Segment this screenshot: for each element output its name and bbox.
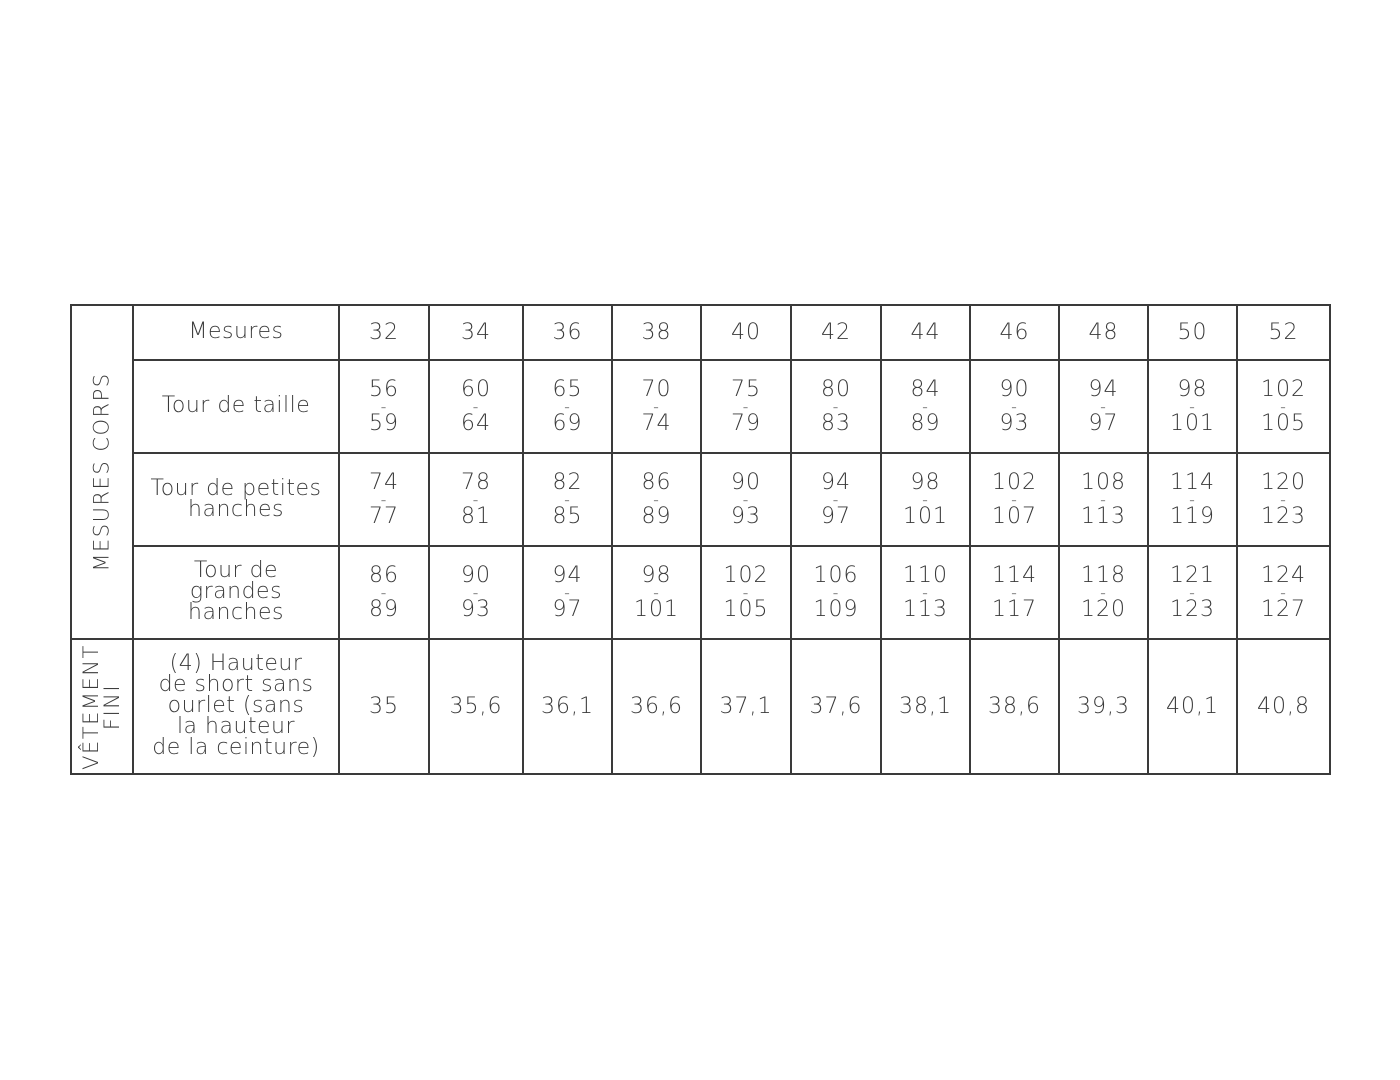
measurement-range-cell <box>612 360 701 453</box>
row-label <box>133 360 339 453</box>
size-header: 38 <box>612 305 701 360</box>
row-label-line: ourlet (sans <box>167 693 305 719</box>
range-max: 123 <box>1261 503 1306 529</box>
range-max: 107 <box>992 503 1037 529</box>
measurement-range-cell <box>339 360 429 453</box>
range-min: 120 <box>1261 469 1306 495</box>
range-max: 113 <box>903 596 948 622</box>
measurement-range-cell <box>791 546 881 639</box>
group-final-label-line: FINI <box>100 683 124 730</box>
range-min: 102 <box>1261 376 1306 402</box>
range-separator: - <box>742 396 750 416</box>
finished-height-cell: 40,8 <box>1237 639 1330 774</box>
range-max: 93 <box>461 596 491 622</box>
range-separator: - <box>742 582 750 602</box>
size-chart-table <box>70 304 1331 775</box>
range-separator: - <box>653 396 660 416</box>
range-max: 93 <box>999 410 1030 436</box>
range-max: 101 <box>1170 410 1215 436</box>
finished-height-cell: 36,6 <box>612 639 701 774</box>
range-max: 97 <box>821 503 851 529</box>
measurement-range-cell <box>339 546 429 639</box>
range-separator: - <box>472 396 480 416</box>
group-body-measurements <box>71 305 133 639</box>
finished-height-cell: 38,6 <box>970 639 1059 774</box>
measurement-range-cell <box>881 546 970 639</box>
group-final-label <box>81 644 123 770</box>
range-separator: - <box>1011 582 1018 602</box>
range-min: 98 <box>1177 376 1208 402</box>
finished-height-cell: 36,1 <box>523 639 612 774</box>
range-max: 85 <box>552 503 583 529</box>
row-label <box>133 546 339 639</box>
size-header: 34 <box>429 305 523 360</box>
range-separator: - <box>380 582 388 602</box>
range-separator: - <box>742 489 750 509</box>
range-max: 105 <box>1261 410 1306 436</box>
range-max: 89 <box>369 596 399 622</box>
range-max: 74 <box>641 410 672 436</box>
range-min: 124 <box>1261 562 1306 588</box>
range-separator: - <box>922 582 929 602</box>
range-separator: - <box>1189 396 1196 416</box>
range-separator: - <box>653 489 660 509</box>
range-max: 64 <box>461 410 491 436</box>
range-min: 110 <box>903 562 948 588</box>
range-min: 75 <box>731 376 761 402</box>
range-max: 81 <box>461 503 491 529</box>
range-max: 89 <box>910 410 941 436</box>
range-separator: - <box>472 489 480 509</box>
range-max: 105 <box>723 596 769 622</box>
measurement-range-cell <box>1059 360 1148 453</box>
range-separator: - <box>922 396 929 416</box>
row-hauteur-short <box>71 639 1330 774</box>
range-max: 109 <box>813 596 859 622</box>
range-min: 90 <box>731 469 761 495</box>
range-max: 69 <box>552 410 583 436</box>
range-min: 102 <box>723 562 769 588</box>
range-max: 113 <box>1081 503 1126 529</box>
measurement-range-cell <box>701 546 791 639</box>
range-min: 118 <box>1081 562 1126 588</box>
row-label-line: la hauteur <box>176 713 296 739</box>
measurement-range-cell <box>612 546 701 639</box>
range-separator: - <box>564 582 571 602</box>
range-max: 101 <box>903 503 948 529</box>
row-label-line: hanches <box>188 599 284 625</box>
range-separator: - <box>922 489 929 509</box>
measurement-range-cell <box>523 546 612 639</box>
range-min: 98 <box>641 562 672 588</box>
measurement-range-cell <box>881 360 970 453</box>
range-min: 78 <box>461 469 491 495</box>
range-separator: - <box>380 489 388 509</box>
range-max: 83 <box>821 410 851 436</box>
range-min: 70 <box>641 376 672 402</box>
size-header: 42 <box>791 305 881 360</box>
range-min: 60 <box>461 376 491 402</box>
row-tour-de-taille <box>71 360 1330 453</box>
range-min: 86 <box>641 469 672 495</box>
size-header: 50 <box>1148 305 1237 360</box>
range-separator: - <box>1011 489 1018 509</box>
group-finished-garment <box>71 639 133 774</box>
range-max: 117 <box>992 596 1037 622</box>
range-separator: - <box>1280 489 1287 509</box>
row-label-line: Tour de petites <box>150 475 322 501</box>
range-min: 90 <box>461 562 491 588</box>
range-min: 94 <box>1088 376 1119 402</box>
range-min: 94 <box>821 469 851 495</box>
measurement-range-cell <box>1237 360 1330 453</box>
finished-height-cell: 37,1 <box>701 639 791 774</box>
range-max: 127 <box>1261 596 1306 622</box>
size-header: 52 <box>1237 305 1330 360</box>
measurement-range-cell <box>970 546 1059 639</box>
size-header: 40 <box>701 305 791 360</box>
range-min: 82 <box>552 469 583 495</box>
range-max: 120 <box>1081 596 1126 622</box>
row-label-line: (4) Hauteur <box>169 651 303 677</box>
row-label-line: de la ceinture) <box>152 734 320 760</box>
group-final-label-line: VÊTEMENT <box>79 643 103 770</box>
size-header: 44 <box>881 305 970 360</box>
range-max: 89 <box>641 503 672 529</box>
group-body-label: MESURES CORPS <box>89 372 114 572</box>
range-separator: - <box>1100 396 1107 416</box>
range-max: 59 <box>369 410 399 436</box>
finished-height-cell: 39,3 <box>1059 639 1148 774</box>
range-min: 80 <box>821 376 851 402</box>
range-min: 106 <box>813 562 859 588</box>
measurement-range-cell <box>429 360 523 453</box>
range-min: 86 <box>369 562 399 588</box>
measurement-range-cell <box>523 453 612 546</box>
range-separator: - <box>1280 396 1287 416</box>
measurement-range-cell <box>1237 546 1330 639</box>
range-separator: - <box>1100 582 1107 602</box>
range-separator: - <box>1189 489 1196 509</box>
range-separator: - <box>653 582 660 602</box>
header-label: Mesures <box>133 305 339 360</box>
row-label <box>133 453 339 546</box>
range-separator: - <box>832 489 840 509</box>
measurement-range-cell <box>1059 453 1148 546</box>
row-label-line: hanches <box>188 496 284 522</box>
range-max: 93 <box>731 503 761 529</box>
row-label <box>133 639 339 774</box>
range-min: 84 <box>910 376 941 402</box>
range-min: 114 <box>1170 469 1215 495</box>
range-separator: - <box>1011 396 1018 416</box>
measurement-range-cell <box>701 360 791 453</box>
finished-height-cell: 37,6 <box>791 639 881 774</box>
size-header: 46 <box>970 305 1059 360</box>
measurement-range-cell <box>1237 453 1330 546</box>
measurement-range-cell <box>1148 453 1237 546</box>
range-min: 74 <box>369 469 399 495</box>
range-separator: - <box>832 396 840 416</box>
range-min: 108 <box>1081 469 1126 495</box>
measurement-range-cell <box>970 453 1059 546</box>
row-tour-de-grandes-hanches <box>71 546 1330 639</box>
range-min: 114 <box>992 562 1037 588</box>
measurement-range-cell <box>970 360 1059 453</box>
range-separator: - <box>1100 489 1107 509</box>
measurement-range-cell <box>1059 546 1148 639</box>
range-max: 79 <box>731 410 761 436</box>
range-min: 56 <box>369 376 399 402</box>
range-separator: - <box>1280 582 1287 602</box>
measurement-range-cell <box>429 453 523 546</box>
measurement-range-cell <box>791 360 881 453</box>
measurement-range-cell <box>339 453 429 546</box>
range-min: 98 <box>910 469 941 495</box>
measurement-range-cell <box>429 546 523 639</box>
row-label-line: de short sans <box>158 672 314 698</box>
finished-height-cell: 35,6 <box>429 639 523 774</box>
measurement-range-cell <box>701 453 791 546</box>
row-tour-de-petites-hanches <box>71 453 1330 546</box>
range-separator: - <box>472 582 480 602</box>
range-min: 65 <box>552 376 583 402</box>
size-header: 36 <box>523 305 612 360</box>
range-max: 101 <box>634 596 679 622</box>
measurement-range-cell <box>791 453 881 546</box>
header-row <box>71 305 1330 360</box>
finished-height-cell: 38,1 <box>881 639 970 774</box>
finished-height-cell: 35 <box>339 639 429 774</box>
row-label-line: Tour de <box>193 558 279 584</box>
range-max: 77 <box>369 503 399 529</box>
finished-height-cell: 40,1 <box>1148 639 1237 774</box>
range-min: 94 <box>552 562 583 588</box>
measurement-range-cell <box>612 453 701 546</box>
range-max: 97 <box>552 596 583 622</box>
range-min: 102 <box>992 469 1037 495</box>
range-max: 119 <box>1170 503 1215 529</box>
range-min: 121 <box>1170 562 1215 588</box>
range-min: 90 <box>999 376 1030 402</box>
size-header: 48 <box>1059 305 1148 360</box>
range-max: 123 <box>1170 596 1215 622</box>
size-header: 32 <box>339 305 429 360</box>
range-separator: - <box>380 396 388 416</box>
range-max: 97 <box>1088 410 1119 436</box>
range-separator: - <box>564 489 571 509</box>
range-separator: - <box>564 396 571 416</box>
range-separator: - <box>1189 582 1196 602</box>
measurement-range-cell <box>1148 546 1237 639</box>
range-separator: - <box>832 582 840 602</box>
row-label-line: grandes <box>189 579 283 605</box>
measurement-range-cell <box>1148 360 1237 453</box>
measurement-range-cell <box>523 360 612 453</box>
row-label-line: Tour de taille <box>161 393 311 419</box>
measurement-range-cell <box>881 453 970 546</box>
